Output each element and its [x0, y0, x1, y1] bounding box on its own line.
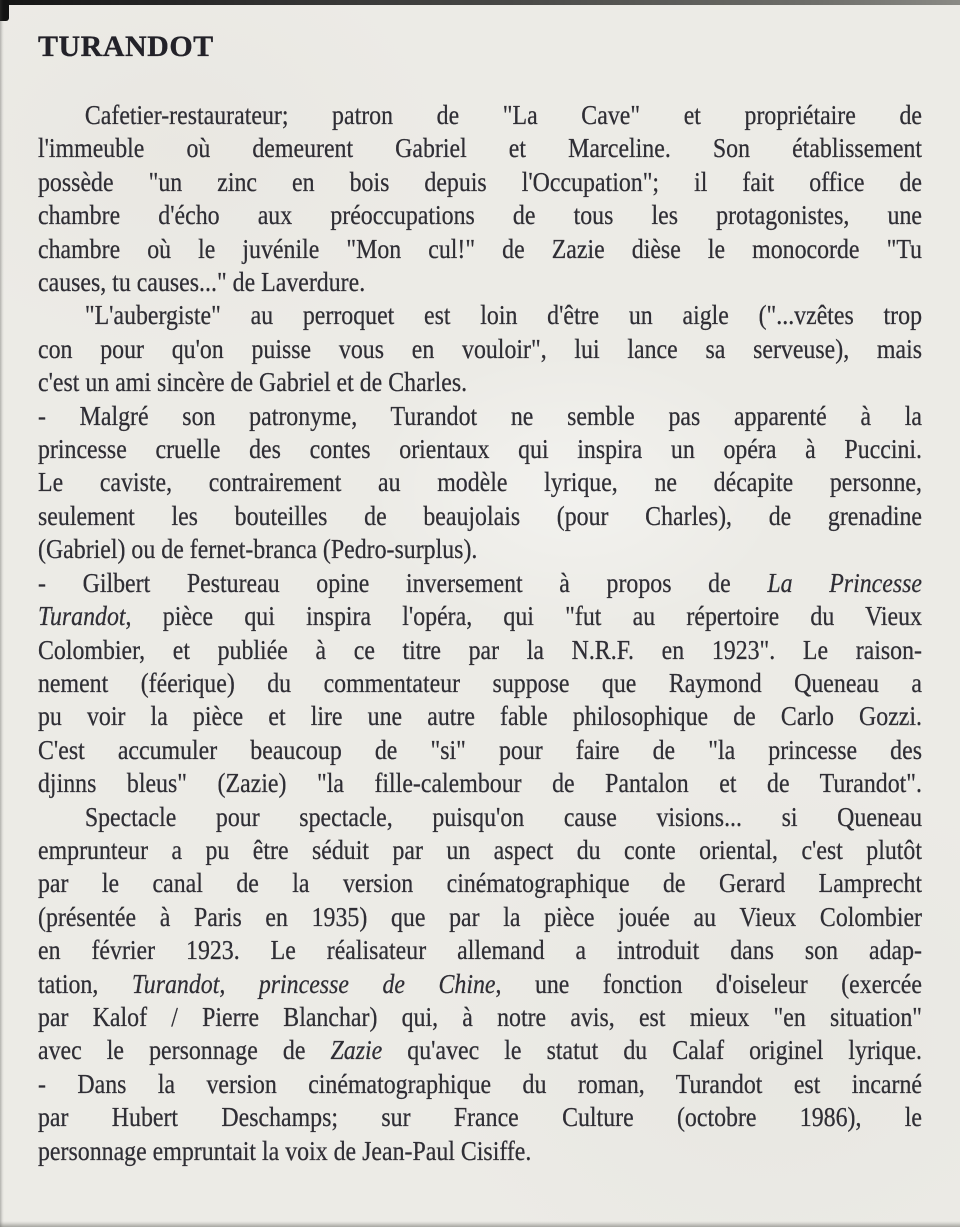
- text-line: (Gabriel) ou de fernet-branca (Pedro-surplus).: [38, 534, 478, 565]
- text-line: nement (féerique) du commentateur suppose que Raymond Queneau a: [38, 667, 922, 698]
- text-line: possède "un zinc en bois depuis l'Occupation"; il fait office de: [38, 166, 922, 197]
- text-line: Cafetier-restaurateur; patron de "La Cave" et propriétaire de: [84, 100, 923, 130]
- text-line: par Kalof / Pierre Blanchar) qui, à notre avis, est mieux "en situation": [38, 1001, 922, 1032]
- entry-title: TURANDOT: [38, 30, 214, 63]
- text-line: par le canal de la version cinématographique de Gerard Lamprecht: [38, 868, 922, 899]
- text-line: c'est un ami sincère de Gabriel et de Charles.: [38, 367, 468, 398]
- text-line: C'est accumuler beaucoup de "si" pour faire de "la princesse des: [38, 734, 922, 765]
- text-line: pu voir la pièce et lire une autre fable philosophique de Carlo Gozzi.: [38, 701, 922, 732]
- document-text: [38, 99, 922, 1168]
- text-line: (présentée à Paris en 1935) que par la pièce jouée au Vieux Colombier: [38, 901, 922, 932]
- paragraph: [38, 1068, 922, 1168]
- text-line: con pour qu'on puisse vous en vouloir", lui lance sa serveuse), mais: [38, 333, 922, 364]
- text-line: Spectacle pour spectacle, puisqu'on cause visions... si Queneau: [84, 801, 923, 832]
- paragraph: [38, 99, 922, 299]
- text-line: tation, Turandot, princesse de Chine, une fonction d'oiseleur (exercée: [38, 968, 922, 999]
- paragraph: [38, 299, 922, 399]
- text-line: chambre où le juvénile "Mon cul!" de Zazie dièse le monocorde "Tu: [38, 233, 922, 264]
- scan-edge-left: [0, 0, 4, 1227]
- text-line: l'immeuble où demeurent Gabriel et Marceline. Son établissement: [38, 133, 922, 164]
- text-line: princesse cruelle des contes orientaux qui inspira un opéra à Puccini.: [38, 434, 922, 465]
- paragraph: [38, 801, 922, 1068]
- text-line: par Hubert Deschamps; sur France Culture (octobre 1986), le: [38, 1102, 922, 1133]
- text-line: Colombier, et publiée à ce titre par la N.R.F. en 1923". Le raison-: [38, 634, 922, 665]
- text-line: - Malgré son patronyme, Turandot ne semble pas apparenté à la: [38, 400, 922, 431]
- text-line: "L'aubergiste" au perroquet est loin d'être un aigle ("...vzêtes trop: [84, 300, 923, 331]
- scan-edge-top: [0, 0, 960, 5]
- text-line: seulement les bouteilles de beaujolais (pour Charles), de grenadine: [38, 500, 922, 531]
- paragraph: [38, 567, 922, 801]
- text-line: emprunteur a pu être séduit par un aspect du conte oriental, c'est plutôt: [38, 834, 922, 865]
- text-line: avec le personnage de Zazie qu'avec le statut du Calaf originel lyrique.: [38, 1035, 922, 1066]
- text-line: Le caviste, contrairement au modèle lyrique, ne décapite personne,: [38, 467, 922, 498]
- text-line: en février 1923. Le réalisateur allemand a introduit dans son adap-: [38, 935, 922, 966]
- text-line: causes, tu causes..." de Laverdure.: [38, 267, 366, 298]
- paragraph: [38, 400, 922, 567]
- text-line: djinns bleus" (Zazie) "la fille-calembour de Pantalon et de Turandot".: [38, 768, 922, 799]
- text-line: personnage empruntait la voix de Jean-Paul Cisiffe.: [38, 1135, 532, 1166]
- text-line: - Gilbert Pestureau opine inversement à propos de La Princesse: [38, 567, 923, 598]
- text-line: - Dans la version cinématographique du roman, Turandot est incarné: [38, 1068, 922, 1099]
- scan-edge-bottom: [0, 1221, 960, 1227]
- text-line: Turandot, pièce qui inspira l'opéra, qui "fut au répertoire du Vieux: [38, 601, 922, 632]
- text-line: chambre d'écho aux préoccupations de tous les protagonistes, une: [38, 200, 922, 231]
